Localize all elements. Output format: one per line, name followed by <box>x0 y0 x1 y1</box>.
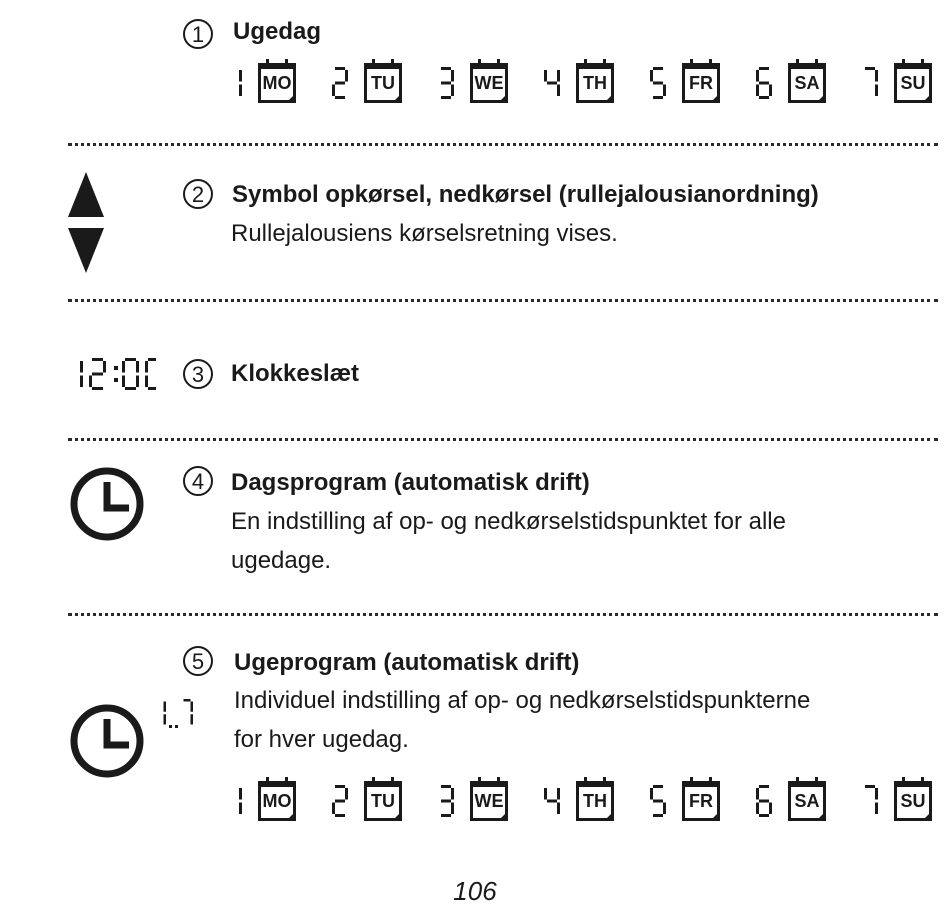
weekday-abbr: MO <box>262 73 292 93</box>
weekday-item <box>540 777 644 833</box>
seven-segment-digit <box>89 358 106 390</box>
weekday-item <box>858 777 950 833</box>
seven-segment-digit <box>650 785 666 817</box>
section-body-week-program-line1: Individuel indstilling af op- og nedkørselstidspunkterne <box>234 687 811 714</box>
weekday-abbr: MO <box>262 791 292 811</box>
page-number: 106 <box>453 876 497 906</box>
seven-segment-digit <box>865 67 878 96</box>
weekday-abbr: SA <box>794 73 820 93</box>
weekday-digit <box>752 785 776 819</box>
weekday-digit <box>434 785 458 819</box>
seven-segment-digit <box>544 70 560 96</box>
weekday-digit <box>328 785 352 819</box>
divider <box>68 613 938 616</box>
weekday-abbr: WE <box>474 73 504 93</box>
seven-segment-digit <box>865 785 878 814</box>
weekday-digit <box>222 785 246 819</box>
weekday-digit <box>646 785 670 819</box>
section-title-weekday: Ugedag <box>233 18 322 45</box>
weekday-digit <box>328 67 352 101</box>
weekday-digit <box>434 67 458 101</box>
weekday-digit <box>752 67 776 101</box>
section-number-2: 2 <box>183 179 213 209</box>
section-title-day-program: Dagsprogram (automatisk drift) <box>231 469 590 496</box>
calendar-icon <box>360 59 408 107</box>
calendar-icon <box>890 777 938 825</box>
up-down-arrow-icon <box>66 172 106 274</box>
weekday-abbr: FR <box>689 73 713 93</box>
seven-segment-digit <box>239 70 242 96</box>
weekday-item <box>540 59 644 115</box>
seven-segment-digit <box>184 699 194 725</box>
weekday-item <box>434 777 538 833</box>
weekday-item <box>328 59 432 115</box>
weekday-row-2 <box>222 777 942 833</box>
section-title-time: Klokkeslæt <box>231 360 360 387</box>
calendar-icon <box>360 777 408 825</box>
calendar-icon <box>254 59 302 107</box>
calendar-icon <box>466 777 514 825</box>
seven-segment-digit <box>80 361 83 387</box>
section-body-direction: Rullejalousiens kørselsretning vises. <box>231 220 618 247</box>
seven-segment-digit <box>650 67 666 99</box>
clock-icon <box>69 466 145 542</box>
section-body-week-program-line2: for hver ugedag. <box>234 726 409 753</box>
seven-segment-digit <box>544 788 560 814</box>
weekday-item <box>752 59 856 115</box>
divider <box>68 143 938 146</box>
divider <box>68 438 938 441</box>
section-number-3: 3 <box>183 359 213 389</box>
weekday-row-1 <box>222 59 942 115</box>
seven-segment-digit <box>239 788 242 814</box>
weekday-abbr: TU <box>371 791 395 811</box>
calendar-icon <box>254 777 302 825</box>
seven-segment-digit <box>756 785 772 817</box>
calendar-icon <box>466 59 514 107</box>
weekday-item <box>646 59 750 115</box>
seven-segment-digit <box>756 67 772 99</box>
clock-display-icon <box>66 358 156 390</box>
weekday-abbr: TU <box>371 73 395 93</box>
weekday-abbr: FR <box>689 791 713 811</box>
weekday-digit <box>540 785 564 819</box>
weekday-digit <box>858 67 882 101</box>
section-title-direction: Symbol opkørsel, nedkørsel (rullejalousianordning) <box>232 181 819 208</box>
calendar-icon <box>678 777 726 825</box>
weekday-item <box>858 59 950 115</box>
weekday-abbr: SU <box>900 791 926 811</box>
divider <box>68 299 938 302</box>
weekday-abbr: WE <box>474 791 504 811</box>
weekday-abbr: SU <box>900 73 926 93</box>
down-arrow-icon <box>68 228 104 273</box>
seven-segment-digit <box>441 785 454 817</box>
calendar-icon <box>572 59 620 107</box>
section-body-day-program-line2: ugedage. <box>231 547 332 574</box>
up-arrow-icon <box>68 172 104 217</box>
seven-segment-digit <box>332 67 348 99</box>
seven-segment-digit <box>164 702 167 725</box>
week-range-indicator <box>154 697 194 731</box>
section-number-5: 5 <box>183 646 213 676</box>
weekday-digit <box>646 67 670 101</box>
section-number-4: 4 <box>183 466 213 496</box>
weekday-abbr: TH <box>583 73 607 93</box>
weekday-abbr: SA <box>794 791 820 811</box>
weekday-item <box>752 777 856 833</box>
weekday-item <box>328 777 432 833</box>
calendar-icon <box>890 59 938 107</box>
weekday-abbr: TH <box>583 791 607 811</box>
calendar-icon <box>678 59 726 107</box>
calendar-icon <box>784 59 832 107</box>
weekday-digit <box>222 67 246 101</box>
seven-segment-digit <box>145 358 156 390</box>
weekday-digit <box>858 785 882 819</box>
seven-segment-digit <box>332 785 348 817</box>
seven-segment-digit <box>441 67 454 99</box>
weekday-item <box>646 777 750 833</box>
weekday-item <box>222 59 326 115</box>
weekday-digit <box>540 67 564 101</box>
weekday-item <box>434 59 538 115</box>
weekday-item <box>222 777 326 833</box>
clock-icon <box>69 703 145 779</box>
section-title-week-program: Ugeprogram (automatisk drift) <box>234 649 580 676</box>
section-number-1: 1 <box>183 19 213 49</box>
seven-segment-digit <box>122 358 139 390</box>
calendar-icon <box>784 777 832 825</box>
section-body-day-program-line1: En indstilling af op- og nedkørselstidspunktet for alle <box>231 508 786 535</box>
calendar-icon <box>572 777 620 825</box>
